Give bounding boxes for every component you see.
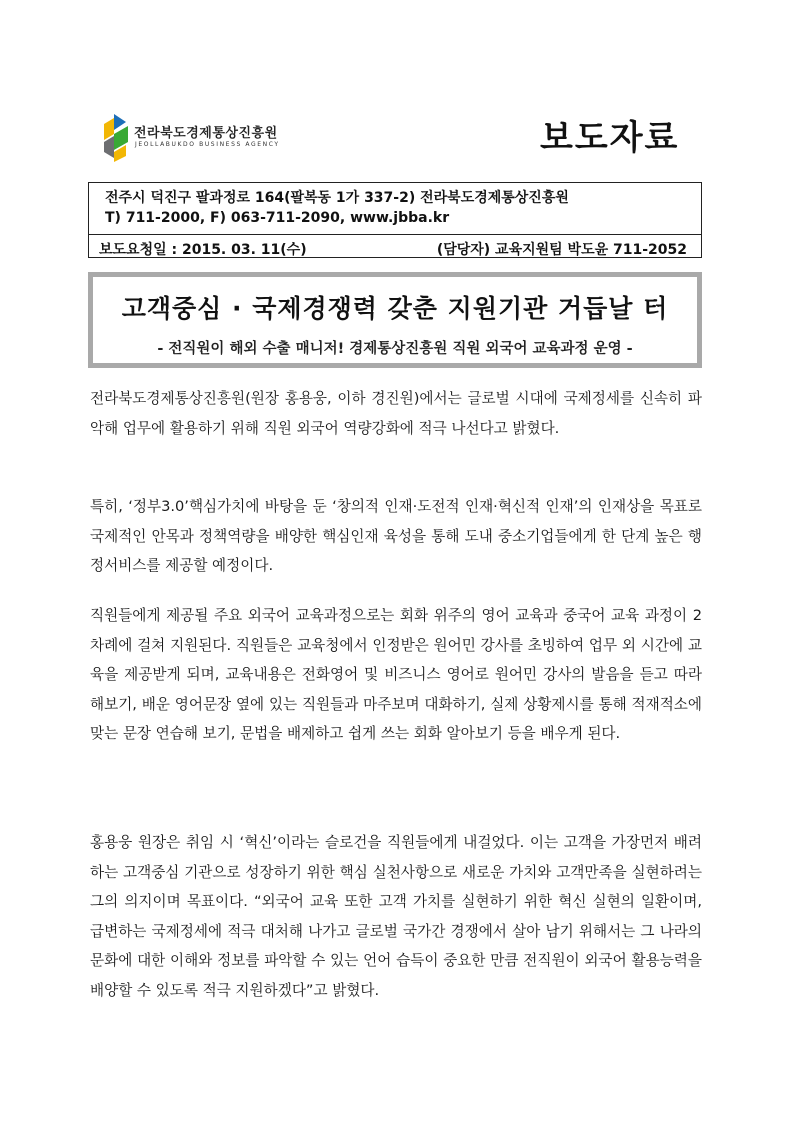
headline-title: 고객중심 · 국제경쟁력 갖춘 지원기관 거듭날 터 (121, 294, 669, 323)
contact-address: 전주시 덕진구 팔과정로 164(팔복동 1가 337-2) 전라북도경제통상진흥원 (105, 190, 569, 206)
headline-subtitle: - 전직원이 해외 수출 매니저! 경제통상진흥원 직원 외국어 교육과정 운영 - (157, 341, 633, 357)
contact-person: (담당자) 교육지원팀 박도윤 711-2052 (436, 242, 687, 258)
contact-info-box (88, 182, 702, 258)
body-paragraph-2: 특히, ‘정부3.0’핵심가치에 바탕을 둔 ‘창의적 인재·도전적 인재·혁신적 인재’의 인재상을 목표로 국제적인 안목과 정책역량을 배양한 핵심인재 육성을 통해 도내 중소기업들에게 한 단계 높은 행정서비스를 제공할 예정이다. (90, 498, 702, 574)
release-request-date: 보도요청일 : 2015. 03. 11(수) (99, 242, 307, 258)
organization-logo (100, 112, 300, 164)
logo-mark-icon (100, 112, 132, 162)
logo-org-name-en: JEOLLABUKDO BUSINESS AGENCY (135, 141, 280, 148)
document-type-heading: 보도자료 (540, 118, 680, 158)
contact-divider (89, 234, 701, 235)
body-paragraph-3: 직원들에게 제공될 주요 외국어 교육과정으로는 회화 위주의 영어 교육과 중국어 교육 과정이 2차례에 걸쳐 지원된다. 직원들은 교육청에서 인정받은 원어민 강사를 초빙하여 업무 외 시간에 교육을 제공받게 되며, 교육내용은 전화영어 및 비즈니스 영어로 원어민 강사의 발음을 듣고 따라 해보기, 배운 영어문장 옆에 있는 직원들과 마주보며 대화하기, 실제 상황제시를 통해 적재적소에 맞는 문장 연습해 보기, 문법을 배제하고 쉽게 쓰는 회화 알아보기 등을 배우게 된다. (90, 607, 702, 742)
headline-box (88, 272, 702, 368)
body-paragraph-1: 전라북도경제통상진흥원(원장 홍용웅, 이하 경진원)에서는 글로벌 시대에 국제정세를 신속히 파악해 업무에 활용하기 위해 직원 외국어 역량강화에 적극 나선다고 밝혔다. (90, 390, 702, 437)
contact-phone-fax-web: T) 711-2000, F) 063-711-2090, www.jbba.kr (105, 210, 450, 226)
logo-org-name: 전라북도경제통상진흥원 (134, 126, 278, 141)
body-paragraph-4: 홍용웅 원장은 취임 시 ‘혁신’이라는 슬로건을 직원들에게 내걸었다. 이는 고객을 가장먼저 배려하는 고객중심 기관으로 성장하기 위한 핵심 실천사항으로 새로운 가치와 고객만족을 실현하려는 그의 의지이며 목표이다. “외국어 교육 또한 고객 가치를 실현하기 위한 혁신 실현의 일환이며, 급변하는 국제정세에 적극 대처해 나가고 글로벌 국가간 경쟁에서 살아 남기 위해서는 그 나라의 문화에 대한 이해와 정보를 파악할 수 있는 언어 습득이 중요한 만큼 전직원이 외국어 활용능력을 배양할 수 있도록 적극 지원하겠다”고 밝혔다. (90, 834, 702, 999)
